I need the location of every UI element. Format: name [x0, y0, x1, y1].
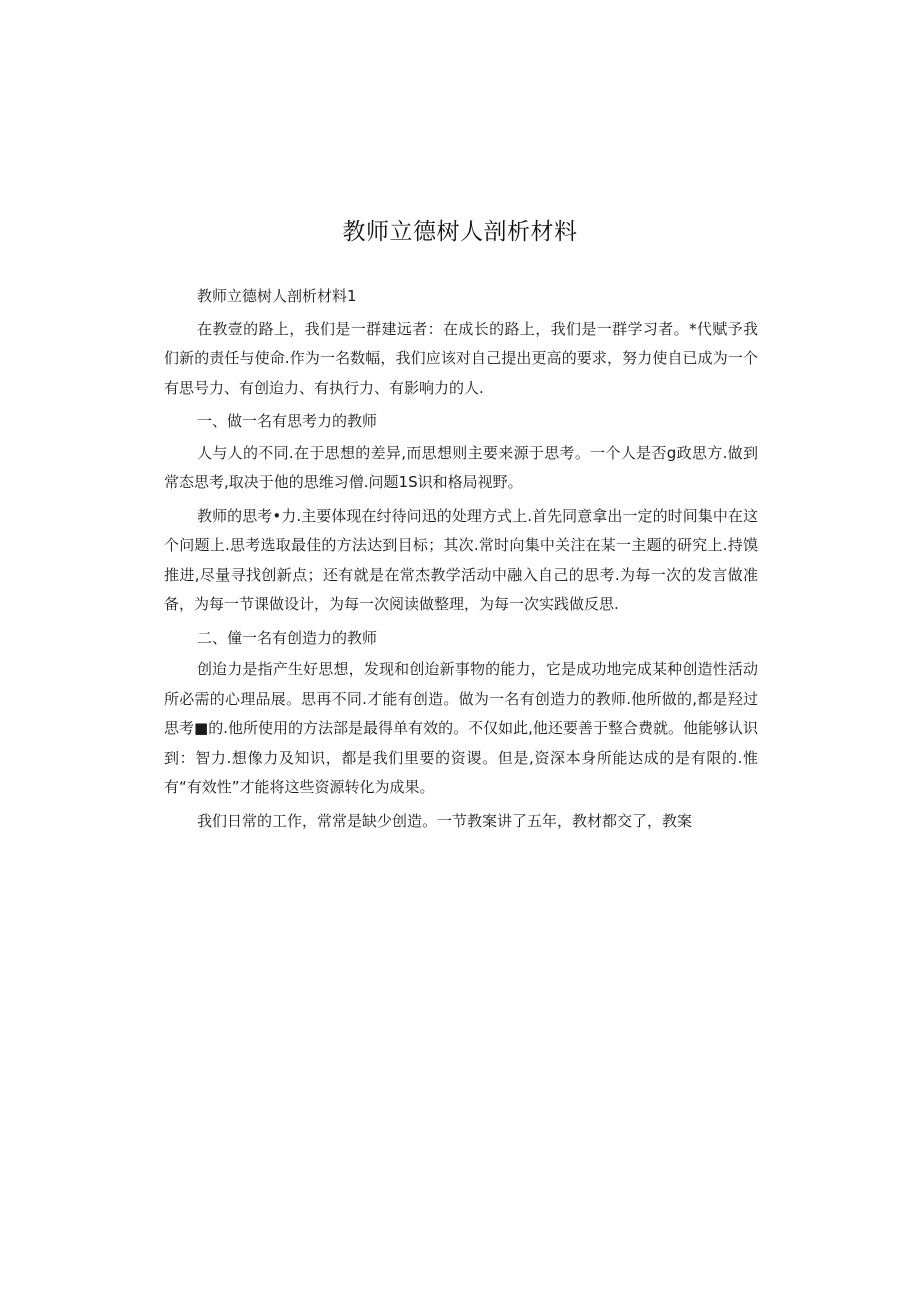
creativity-paragraph-1: 创迨力是指产生好思想，发现和创迨新事物的能力，它是成功地完成某种创造性活动所必需的心理品展。思再不同.才能有创造。做为一名有创造力的教师.他所做的,都是羟过思考■的.他所使用的方法部是最得单有效的。不仅如此,他还要善于整合费就。他能够认识到：智力.想像力及知识，都是我们里要的资谡。但是,资深本身所能达成的是有限的.惟有“有效性”才能将这些资源转化为成果。 [164, 660, 758, 796]
creativity-paragraph-2: 我们日常的工作，常常是缺少创造。一节教案讲了五年，教材都交了，教案 [197, 811, 693, 830]
section-heading-thinking: 一、做一名有思考力的教师 [197, 412, 378, 430]
thinking-paragraph-1: 人与人的不同.在于思想的差异,而思想则主要来源于思考。一个人是否g政思方.做到常态思考,取决于他的思维习僧.问题1S识和格局视野。 [164, 443, 758, 491]
document-title: 教师立德树人剖析材料 [342, 219, 578, 245]
intro-paragraph: 在教壹的路上，我们是一群建远者：在成长的路上，我们是一群学习者。*代赋予我们新的责任与使命.作为一名数幅，我们应该对自己提出更高的要求，努力使自已成为一个有思号力、有创迨力、有执行力、有影响力的人. [164, 319, 758, 397]
section-heading-creativity: 二、僮一名有创造力的教师 [197, 628, 378, 647]
thinking-paragraph-2: 教师的思考•力.主要体现在纣待问迅的处理方式上.首先同意拿出一定的时间集中在这个问题上.思考选取最佳的方法达到目标；其次.常时向集中关注在某一主题的研究上.持馍推进,尽量寻找创新点；还有就是在常杰教学活动中融入自己的思考.为每一次的发言做准备，为每一节课做设计，为每一次阅读做整理，为每一次实践做反思. [164, 506, 758, 613]
document-body [164, 282, 758, 840]
document-subtitle: 教师立德树人剖析材料1 [197, 287, 357, 305]
